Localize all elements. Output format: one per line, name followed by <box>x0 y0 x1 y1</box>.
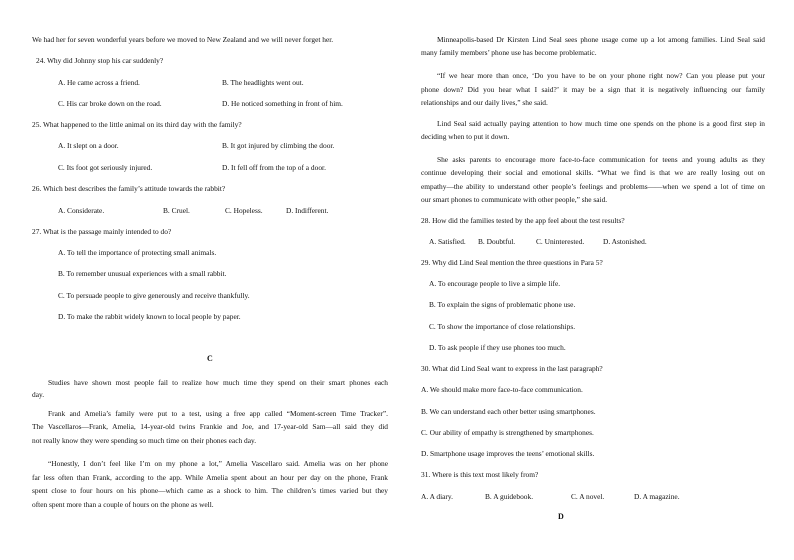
paragraph-3-line-2: far less often than Frank, according to the app. While Amelia spent about an hour per day on the phone, Frank <box>32 473 388 482</box>
passage-closing-line: We had her for seven wonderful years before we moved to New Zealand and we will never forget her. <box>32 35 334 44</box>
question-24-stem: 24. Why did Johnny stop his car suddenly? <box>36 56 164 65</box>
paragraph-7-line-4: our smart phones to communicate with other people,” she said. <box>421 195 608 204</box>
paragraph-2-line-1: Frank and Amelia’s family were put to a test, using a free app called “Moment-screen Time Tracker”. <box>48 409 388 418</box>
question-31-option-a: A. A diary. <box>421 492 453 501</box>
question-30-option-b: B. We can understand each other better using smartphones. <box>421 407 596 416</box>
question-24-option-c: C. His car broke down on the road. <box>58 99 162 108</box>
question-28-option-a: A. Satisfied. <box>429 237 466 246</box>
question-25-option-b: B. It got injured by climbing the door. <box>222 141 335 150</box>
question-27-option-a: A. To tell the importance of protecting small animals. <box>58 248 217 257</box>
paragraph-5-line-1: “If we hear more than once, ‘Do you have to be on your phone right now? Can you please put your <box>437 71 765 80</box>
question-24-option-a: A. He came across a friend. <box>58 78 140 87</box>
question-26-stem: 26. Which best describes the family’s attitude towards the rabbit? <box>32 184 226 193</box>
paragraph-6-line-1: Lind Seal said actually paying attention to how much time one spends on the phone is a good first step in <box>437 119 765 128</box>
question-30-stem: 30. What did Lind Seal want to express in the last paragraph? <box>421 364 603 373</box>
question-28-option-c: C. Uninterested. <box>536 237 585 246</box>
question-24-option-b: B. The headlights went out. <box>222 78 304 87</box>
question-28-option-d: D. Astonished. <box>603 237 647 246</box>
question-25-option-c: C. Its foot got seriously injured. <box>58 163 153 172</box>
paragraph-3-line-4: often spent more than a couple of hours on the phone as well. <box>32 500 214 509</box>
paragraph-3-line-3: spent close to four hours on his phone—which came as a shock to him. The children’s times varied but they <box>32 486 388 495</box>
question-26-option-c: C. Hopeless. <box>225 206 263 215</box>
question-31-stem: 31. Where is this text most likely from? <box>421 470 539 479</box>
question-30-option-c: C. Our ability of empathy is strengthened by smartphones. <box>421 428 594 437</box>
question-27-option-d: D. To make the rabbit widely known to local people by paper. <box>58 312 241 321</box>
section-heading-d: D <box>558 512 564 521</box>
question-29-stem: 29. Why did Lind Seal mention the three questions in Para 5? <box>421 258 603 267</box>
question-29-option-c: C. To show the importance of close relationships. <box>429 322 576 331</box>
paragraph-5-line-2: phone down? Did you hear what I said?’ it may be a sign that it is negatively influencing our family <box>421 85 765 94</box>
question-28-stem: 28. How did the families tested by the app feel about the test results? <box>421 216 625 225</box>
question-31-option-c: C. A novel. <box>571 492 605 501</box>
question-31-option-b: B. A guidebook. <box>485 492 534 501</box>
question-25-option-d: D. It fell off from the top of a door. <box>222 163 326 172</box>
question-27-option-c: C. To persuade people to give generously and receive thankfully. <box>58 291 250 300</box>
paragraph-6-line-2: deciding when to put it down. <box>421 132 510 141</box>
question-30-option-a: A. We should make more face-to-face communication. <box>421 385 583 394</box>
paragraph-1-line-1: Studies have shown most people fail to realize how much time they spend on their smart phones each <box>48 378 388 387</box>
paragraph-5-line-3: relationships and our daily lives,” she said. <box>421 98 548 107</box>
question-29-option-b: B. To explain the signs of problematic phone use. <box>429 300 576 309</box>
paragraph-2-line-2: The Vascellaros—Frank, Amelia, 14-year-old twins Frankie and Joe, and 17-year-old Sam—all said they did <box>32 422 388 431</box>
paragraph-4-line-2: many family members’ phone use has become problematic. <box>421 48 597 57</box>
question-24-option-d: D. He noticed something in front of him. <box>222 99 343 108</box>
paragraph-4-line-1: Minneapolis-based Dr Kirsten Lind Seal sees phone usage come up a lot among families. Lind Seal said <box>437 35 765 44</box>
question-29-option-a: A. To encourage people to live a simple life. <box>429 279 561 288</box>
question-29-option-d: D. To ask people if they use phones too much. <box>429 343 566 352</box>
section-heading-c: C <box>207 354 213 363</box>
question-27-option-b: B. To remember unusual experiences with a small rabbit. <box>58 269 227 278</box>
question-26-option-b: B. Cruel. <box>163 206 190 215</box>
paragraph-2-line-3: not really know they were spending so much time on their phones each day. <box>32 436 257 445</box>
question-26-option-d: D. Indifferent. <box>286 206 329 215</box>
paragraph-7-line-3: empathy—the ability to understand other people’s feelings and problems——when we spend a lot of time on <box>421 182 765 191</box>
question-26-option-a: A. Considerate. <box>58 206 105 215</box>
question-25-option-a: A. It slept on a door. <box>58 141 119 150</box>
paragraph-7-line-1: She asks parents to encourage more face-to-face communication for teens and young adults as they <box>437 155 765 164</box>
question-31-option-d: D. A magazine. <box>634 492 680 501</box>
paragraph-1-line-2: day. <box>32 390 45 399</box>
paragraph-7-line-2: continue developing their social and emotional skills. “What we find is that we are really losing out on <box>421 168 765 177</box>
paragraph-3-line-1: “Honestly, I don’t feel like I’m on my phone a lot,” Amelia Vascellaro said. Amelia was on her phone <box>48 459 388 468</box>
question-25-stem: 25. What happened to the little animal on its third day with the family? <box>32 120 242 129</box>
question-30-option-d: D. Smartphone usage improves the teens’ emotional skills. <box>421 449 595 458</box>
question-28-option-b: B. Doubtful. <box>478 237 516 246</box>
question-27-stem: 27. What is the passage mainly intended to do? <box>32 227 172 236</box>
